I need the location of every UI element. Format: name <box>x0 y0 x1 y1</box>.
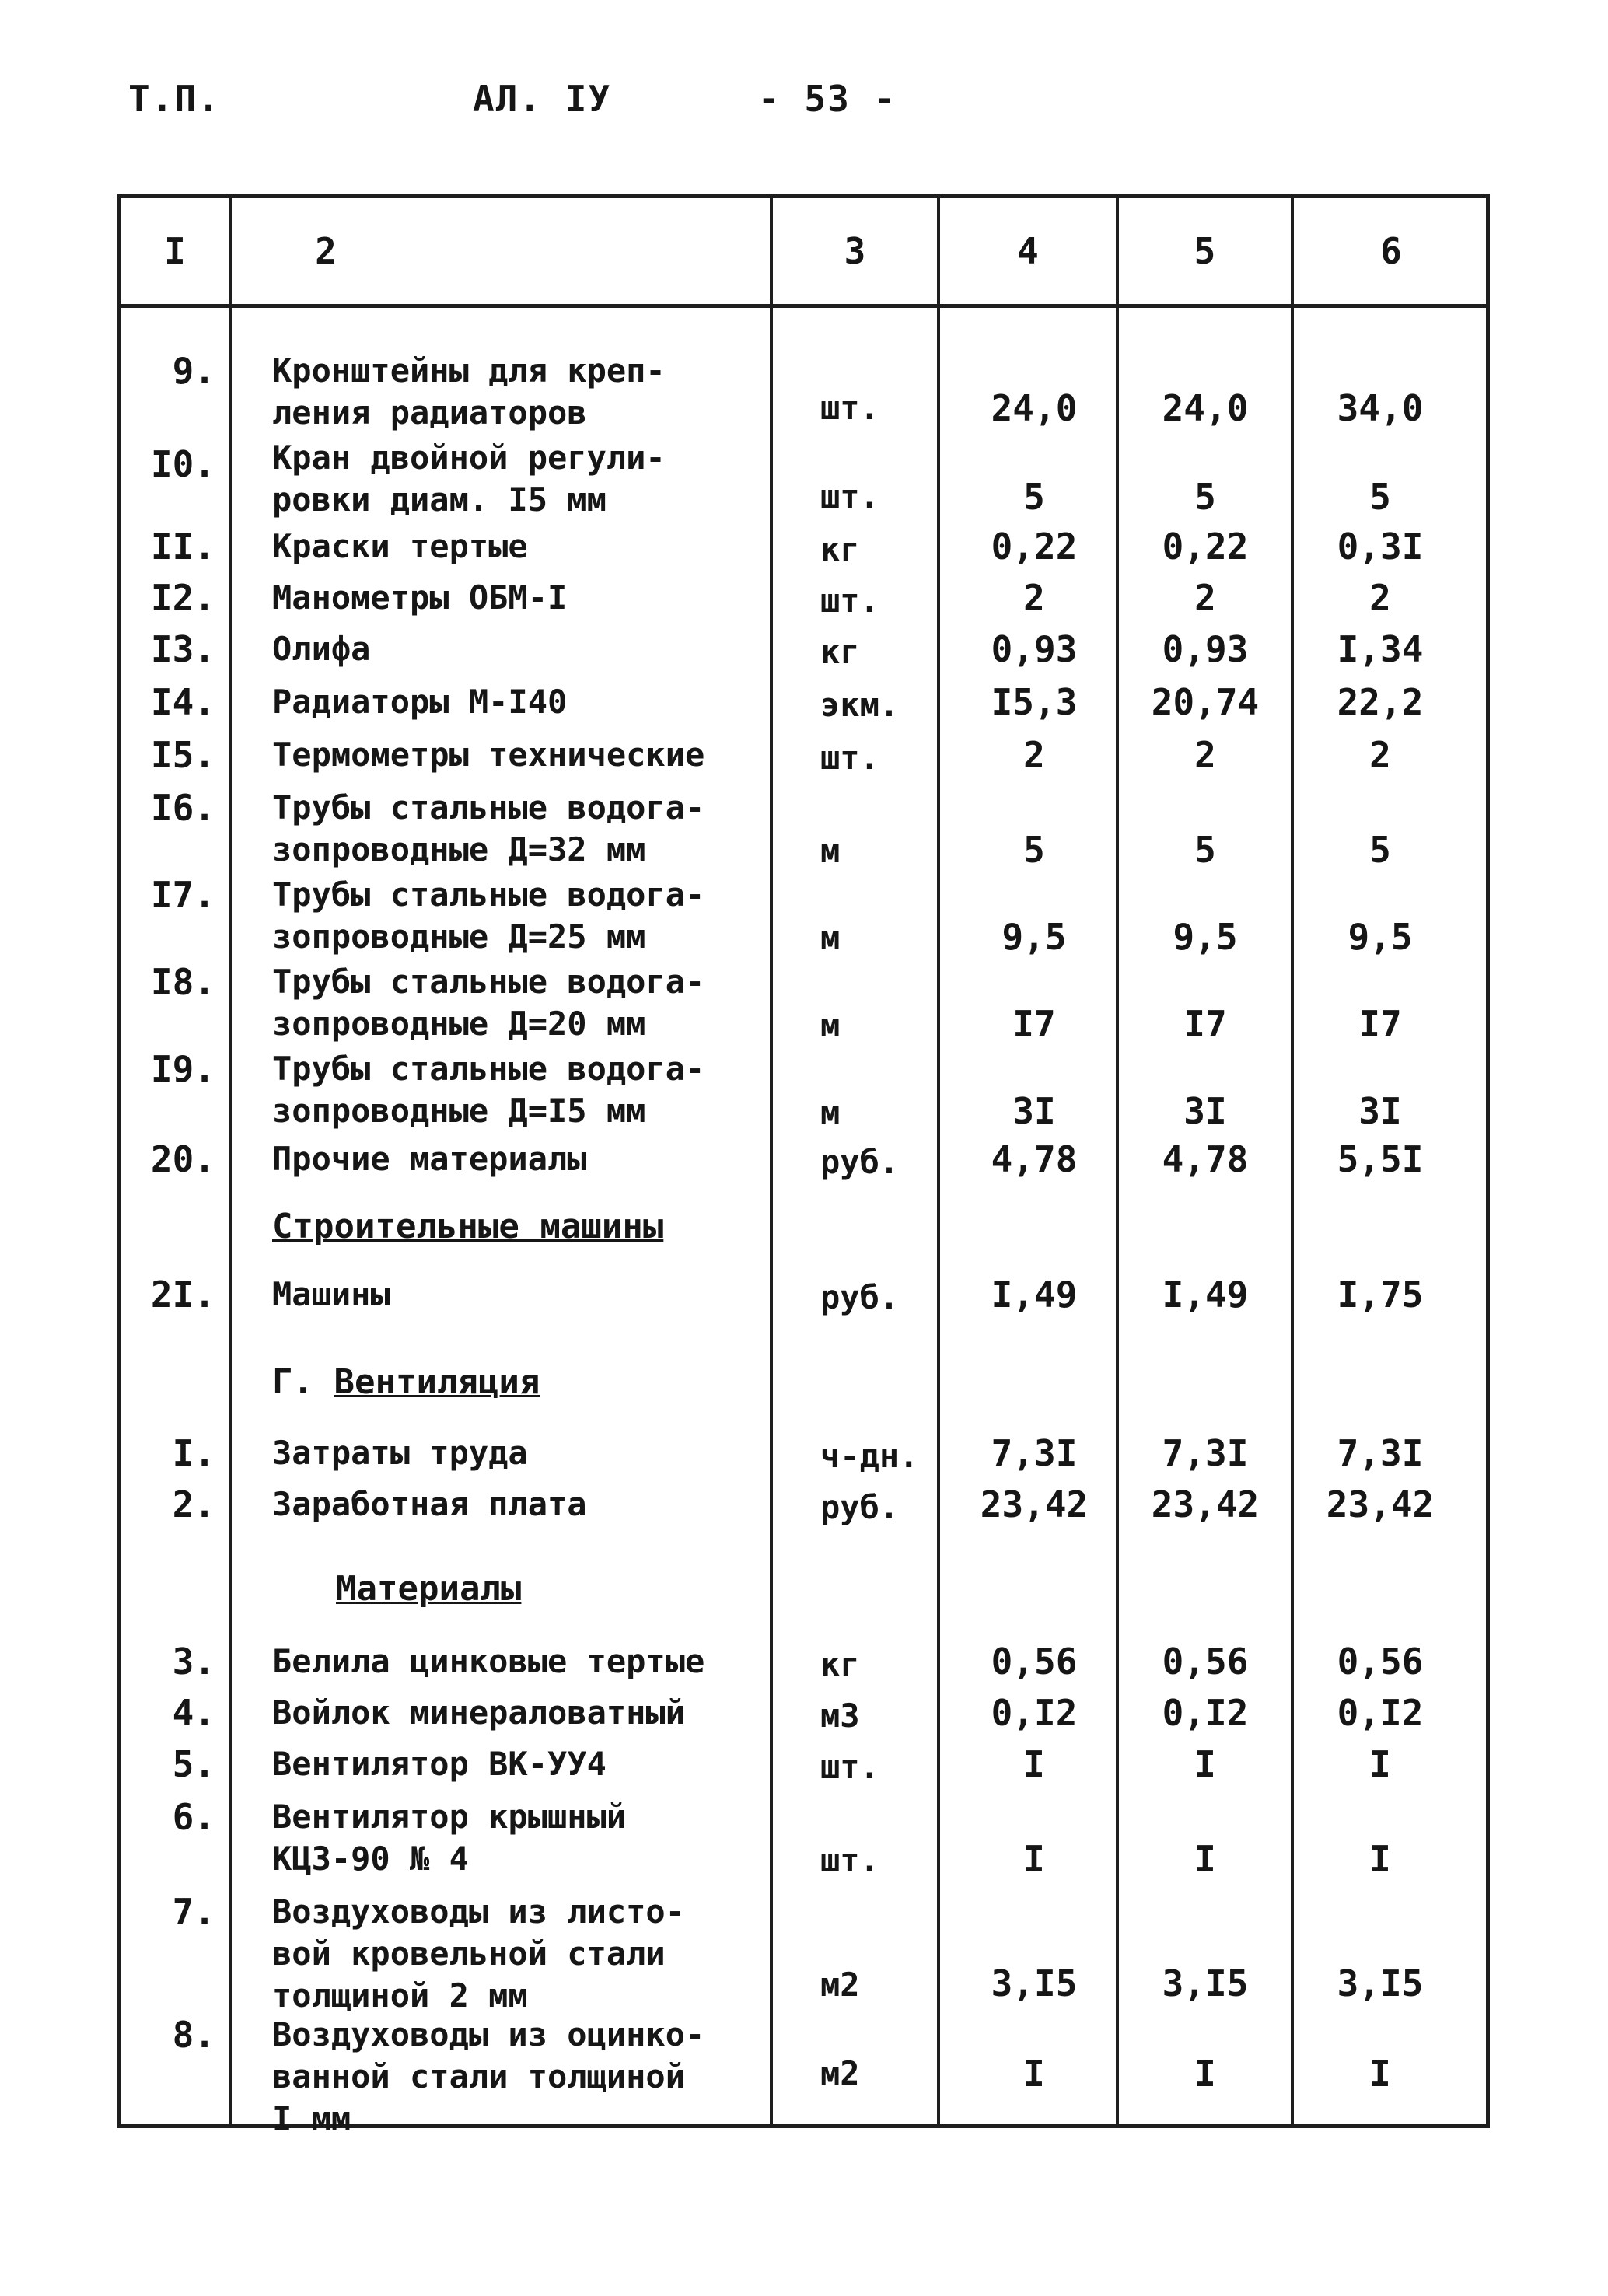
row-unit: м3 <box>820 1697 860 1735</box>
row-value-5: 20,74 <box>1151 681 1260 723</box>
row-value-4: I7 <box>1012 1003 1056 1045</box>
row-value-6: 34,0 <box>1337 387 1424 429</box>
row-value-5: 2 <box>1194 577 1216 619</box>
row-unit: шт. <box>820 477 879 515</box>
row-unit: м2 <box>820 2054 860 2092</box>
row-name: Белила цинковые тертые <box>272 1642 705 1680</box>
row-value-6: 5,5I <box>1337 1138 1424 1180</box>
row-number: 3. <box>172 1641 215 1683</box>
row-value-6: 5 <box>1369 476 1391 518</box>
row-value-5: 4,78 <box>1162 1138 1249 1180</box>
row-value-5: 23,42 <box>1151 1483 1260 1525</box>
row-value-4: 0,93 <box>991 628 1078 670</box>
row-unit: кг <box>820 633 860 671</box>
column-header-5: 5 <box>1194 230 1216 272</box>
row-value-5: 2 <box>1194 734 1216 776</box>
row-number: I3. <box>150 628 215 670</box>
row-value-6: I7 <box>1358 1003 1402 1045</box>
row-value-6: I,34 <box>1337 628 1424 670</box>
row-value-6: I <box>1369 1743 1391 1785</box>
row-name: Воздуховоды из оцинко- ванной стали толщиной I мм <box>272 2015 705 2137</box>
column-header-1: I <box>164 230 186 272</box>
row-name: Кронштейны для креп- ления радиаторов <box>272 351 666 432</box>
row-value-5: 24,0 <box>1162 387 1249 429</box>
row-unit: руб. <box>820 1278 900 1316</box>
row-name: Кран двойной регули- ровки диам. I5 мм <box>272 439 666 519</box>
row-value-6: 2 <box>1369 577 1391 619</box>
row-value-6: 3I <box>1358 1090 1402 1132</box>
row-number: I0. <box>150 443 215 485</box>
row-value-5: I7 <box>1183 1003 1227 1045</box>
row-value-4: 24,0 <box>991 387 1078 429</box>
row-value-6: 9,5 <box>1348 916 1413 958</box>
row-unit: шт. <box>820 582 879 620</box>
row-number: 9. <box>172 350 215 392</box>
header-divider <box>121 304 1486 308</box>
row-number: 5. <box>172 1743 215 1785</box>
row-value-4: 5 <box>1023 476 1045 518</box>
album-number: АЛ. IУ <box>473 78 612 120</box>
row-value-4: 3I <box>1012 1090 1056 1132</box>
row-name: Воздуховоды из листо- вой кровельной стали толщиной 2 мм <box>272 1892 686 2015</box>
row-value-6: I <box>1369 1838 1391 1880</box>
row-number: 4. <box>172 1692 215 1734</box>
document-code: Т.П. <box>128 78 221 120</box>
row-name: Краски тертые <box>272 527 528 565</box>
row-name: Вентилятор крышный КЦЗ-90 № 4 <box>272 1798 627 1878</box>
column-divider <box>770 198 773 2124</box>
row-value-6: I <box>1369 2053 1391 2095</box>
row-value-5: I <box>1194 1838 1216 1880</box>
row-name: Термометры технические <box>272 736 705 774</box>
row-unit: кг <box>820 1645 860 1683</box>
row-name: Манометры ОБМ-I <box>272 578 568 617</box>
page-header <box>0 78 1608 132</box>
row-unit: шт. <box>820 1841 879 1879</box>
row-value-4: 23,42 <box>980 1483 1089 1525</box>
column-header-6: 6 <box>1380 230 1402 272</box>
row-value-6: 0,I2 <box>1337 1692 1424 1734</box>
row-unit: шт. <box>820 739 879 777</box>
row-value-4: I,49 <box>991 1274 1078 1316</box>
row-value-6: 3,I5 <box>1337 1962 1424 2004</box>
row-number: I4. <box>150 681 215 723</box>
column-divider <box>1291 198 1294 2124</box>
row-value-6: 2 <box>1369 734 1391 776</box>
row-value-4: 0,22 <box>991 526 1078 568</box>
row-number: 7. <box>172 1891 215 1933</box>
row-value-6: 0,56 <box>1337 1641 1424 1683</box>
row-value-4: 0,I2 <box>991 1692 1078 1734</box>
section-title-machines: Строительные машины <box>272 1207 664 1246</box>
row-name: Вентилятор ВК-УУ4 <box>272 1745 606 1783</box>
row-value-6: 5 <box>1369 829 1391 871</box>
row-value-5: 7,3I <box>1162 1432 1249 1474</box>
row-unit: экм. <box>820 686 900 724</box>
row-unit: м <box>820 1093 841 1131</box>
row-value-6: 0,3I <box>1337 526 1424 568</box>
row-unit: м <box>820 919 841 957</box>
row-number: 8. <box>172 2014 215 2056</box>
row-name: Машины <box>272 1275 390 1313</box>
row-value-4: 4,78 <box>991 1138 1078 1180</box>
column-header-4: 4 <box>1017 230 1039 272</box>
column-divider <box>937 198 940 2124</box>
row-value-6: 22,2 <box>1337 681 1424 723</box>
row-value-4: I5,3 <box>991 681 1078 723</box>
row-value-4: 0,56 <box>991 1641 1078 1683</box>
column-header-2: 2 <box>315 230 337 272</box>
row-number: I6. <box>150 787 215 829</box>
row-value-5: I,49 <box>1162 1274 1249 1316</box>
row-name: Заработная плата <box>272 1485 587 1523</box>
column-header-3: 3 <box>844 230 866 272</box>
row-value-5: 5 <box>1194 476 1216 518</box>
row-unit: шт. <box>820 389 879 427</box>
row-value-5: 0,22 <box>1162 526 1249 568</box>
row-name: Трубы стальные водога- зопроводные Д=25 мм <box>272 875 705 956</box>
row-unit: кг <box>820 530 860 568</box>
row-name: Трубы стальные водога- зопроводные Д=I5 мм <box>272 1050 705 1130</box>
row-number: 20. <box>150 1138 215 1180</box>
row-unit: шт. <box>820 1748 879 1786</box>
row-name: Радиаторы М-I40 <box>272 683 568 721</box>
row-name: Олифа <box>272 630 371 668</box>
row-value-5: 3I <box>1183 1090 1227 1132</box>
row-name: Трубы стальные водога- зопроводные Д=20 мм <box>272 963 705 1043</box>
row-value-4: 9,5 <box>1002 916 1067 958</box>
row-name: Войлок минераловатный <box>272 1693 686 1732</box>
row-number: I7. <box>150 874 215 916</box>
row-number: II. <box>150 526 215 568</box>
row-value-5: 0,56 <box>1162 1641 1249 1683</box>
row-value-4: I <box>1023 2053 1045 2095</box>
row-value-5: 0,93 <box>1162 628 1249 670</box>
row-number: I2. <box>150 577 215 619</box>
row-value-6: 7,3I <box>1337 1432 1424 1474</box>
column-divider <box>1116 198 1119 2124</box>
row-value-5: 5 <box>1194 829 1216 871</box>
row-value-5: 9,5 <box>1173 916 1238 958</box>
row-name: Затраты труда <box>272 1434 528 1472</box>
section-title-ventilation: Г. Вентиляция <box>272 1362 540 1402</box>
row-number: I9. <box>150 1048 215 1090</box>
column-divider <box>229 198 232 2124</box>
row-unit: м <box>820 832 841 870</box>
row-value-4: I <box>1023 1838 1045 1880</box>
row-value-5: I <box>1194 2053 1216 2095</box>
row-unit: м2 <box>820 1966 860 2004</box>
row-number: 2I. <box>150 1274 215 1316</box>
row-value-4: 2 <box>1023 734 1045 776</box>
row-name: Трубы стальные водога- зопроводные Д=32 мм <box>272 788 705 868</box>
row-unit: руб. <box>820 1488 900 1526</box>
row-number: 6. <box>172 1796 215 1838</box>
row-number: I. <box>172 1432 215 1474</box>
row-value-4: 7,3I <box>991 1432 1078 1474</box>
page-number: - 53 - <box>758 78 897 120</box>
row-value-4: I <box>1023 1743 1045 1785</box>
row-value-4: 5 <box>1023 829 1045 871</box>
row-unit: м <box>820 1006 841 1044</box>
row-value-5: 3,I5 <box>1162 1962 1249 2004</box>
section-title-materials: Материалы <box>336 1569 522 1609</box>
row-unit: руб. <box>820 1143 900 1181</box>
row-value-4: 3,I5 <box>991 1962 1078 2004</box>
row-value-6: 23,42 <box>1326 1483 1435 1525</box>
row-name: Прочие материалы <box>272 1140 587 1178</box>
row-unit: ч-дн. <box>820 1437 919 1475</box>
row-value-4: 2 <box>1023 577 1045 619</box>
row-number: I5. <box>150 734 215 776</box>
row-number: 2. <box>172 1483 215 1525</box>
row-value-5: 0,I2 <box>1162 1692 1249 1734</box>
row-value-5: I <box>1194 1743 1216 1785</box>
row-number: I8. <box>150 961 215 1003</box>
row-value-6: I,75 <box>1337 1274 1424 1316</box>
